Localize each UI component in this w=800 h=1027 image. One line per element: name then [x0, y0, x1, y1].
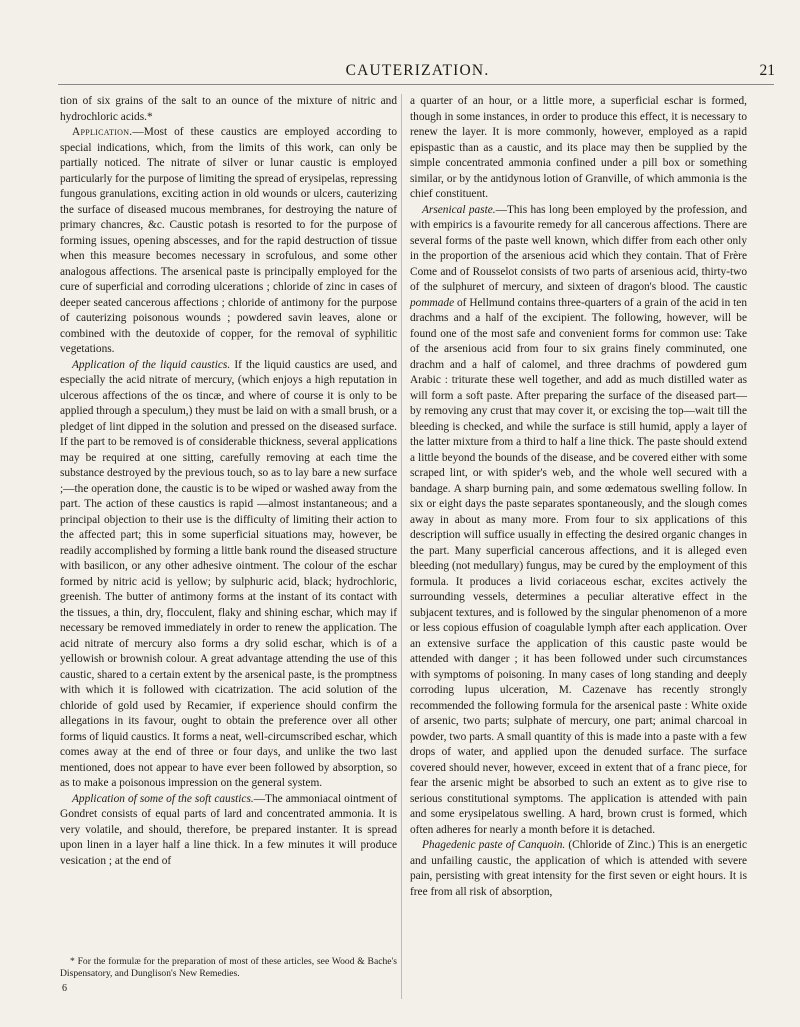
right-column: [410, 94, 747, 999]
paragraph-text: of Hellmund contains three-quarters of a grain of the acid in ten drachms and a half of the excipient. The following, however, will be found one of the most safe and convenient forms for common use: Take of the arsenious acid from four to six grains finely comminuted, one drachm and a half of calomel, and three drachms of powdered gum Arabic : triturate these well together, and add as much distilled water as will form a soft paste. After preparing the surface of the diseased part—by removing any crust that may cover it, or excising the top—wait till the bleeding is checked, and while the surface is still humid, apply a layer of the latter mixture from a third to half a line thick. The paste should extend a little beyond the bounds of the disease, and be covered either with some scraped lint, or with spider's web, and the whole well secured with a bandage. A sharp burning pain, and some œdematous swelling follow. In six or eight days the paste separates spontaneously, and the slough comes away in about as many more. From four to six applications of this description will suffice usually in effecting the desired organic changes in the part. Many superficial cancerous affections, and it is alleged even bleeding (not medullary) fungus, may be cured by the employment of this formula. It produces a livid coriaceous eschar, excites actively the surrounding vessels, determines a peculiar alterative effect in the subjacent textures, and is followed by the singular phenomenon of a more or less copious effusion of coagulable lymph after each application. Over an extensive surface the application of this caustic paste would be attended with danger ; it has been followed under such circumstances with symptoms of poisoning. In many cases of long standing and deeply corroding lupus ulceration, M. Cazenave has recently strongly recommended the following formula for the arsenical paste : White oxide of arsenic, two parts; sulphate of mercury, one part; animal charcoal in powder, two parts. A small quantity of this is made into a paste with a few drops of water, and applied upon the denuded surface. The surface covered should never, however, exceed in extent that of a franc piece, for fear the arsenic might be absorbed to such an extent as to give rise to serious constitutional symptoms. The application is attended with pain and some erysipelatous swelling. A hard, brown crust is formed, which often adheres for nearly a month before it is detached.: [410, 296, 747, 836]
page-title: CAUTERIZATION.: [345, 62, 490, 79]
running-header: [60, 62, 775, 84]
footnote-text: * For the formulæ for the preparation of most of these articles, see Wood & Bache's Dispensatory, and Dunglison's New Remedies.: [60, 956, 397, 979]
signature-mark: 6: [62, 983, 67, 994]
paragraph-text: (Chloride of Zinc.) This is an energetic and unfailing caustic, the application of which is attended with severe pain, persisting with great intensity for the first seven or eight hours. It is free from all risk of absorption,: [410, 839, 747, 898]
column-divider: [401, 94, 402, 999]
section-heading: Arsenical paste.: [422, 203, 496, 216]
section-heading: Application of the liquid caustics.: [72, 358, 231, 371]
footnote: [60, 956, 397, 980]
paragraph: [60, 125, 397, 358]
paragraph-text: If the liquid caustics are used, and especially the acid nitrate of mercury, (which enjoys a high reputation in ulcerous affections of the os tincæ, and where of course it is only to be applied through a speculum,) they must be laid on with a small brush, or a pledget of lint dipped in the solution and pressed on the diseased surface. If the part to be removed is of considerable thickness, several applications may be required at one sitting, carefully removing at each time the substance destroyed by the previous touch, so as to lay bare a new surface ;—the operation done, the caustic is to be wiped or washed away from the part. The action of these caustics is rapid —almost instantaneous; and a principal objection to their use is the difficulty of limiting their action to the affected part; this in some superficial situations may, however, be readily accomplished by forming a little bank round the diseased structure with basilicon, or any other adhesive ointment. The colour of the eschar formed by nitric acid is yellow; by sulphuric acid, black; hydrochloric, greenish. The butter of antimony forms at the instant of its contact with the tissues, a thin, dry, flocculent, flaky and shining eschar, which may if necessary be removed immediately in order to renew the application. The acid nitrate of mercury also forms a dry solid eschar, which is of a yellowish or brownish colour. A great advantage attending the use of this caustic, shared to a certain extent by the arsenical paste, is the promptness with which it is followed with cicatrization. The acid solution of the chloride of gold used by Recamier, if experience should confirm the allegations in its favour, ought to obtain the preference over all other forms of liquid caustics. It forms a neat, well-circumscribed eschar, which comes away at the end of three or four days, and unlike the two last mentioned, does not appear to have ever been followed by absorption, so as to make a poisonous impression on the general system.: [60, 358, 398, 789]
paragraph-text: —The ammoniacal ointment of Gondret consists of equal parts of lard and concentrated ammonia. It is very volatile, and should, therefore, be prepared instanter. It is spread upon linen in a layer half a line thick. In a few minutes it will produce vesication ; at the end of: [60, 792, 397, 867]
paragraph-text: tion of six grains of the salt to an ounce of the mixture of nitric and hydrochloric acids.*: [60, 95, 397, 123]
paragraph-text: a quarter of an hour, or a little more, a superficial eschar is formed, though in some instances, in order to produce this effect, it is necessary to renew the layer. It is more commonly, however, employed as a rapid epispastic than as a caustic, and its place may then be supplied by the simple concentrated ammonia confined under a pill box or something similar, or by the antidynous lotion of Granville, of which ammonia is the chief constituent.: [410, 95, 747, 200]
emphasis-term: pommade: [410, 296, 455, 309]
left-column: [60, 94, 397, 994]
section-heading: Phagedenic paste of Canquoin.: [422, 839, 566, 851]
paragraph: [410, 203, 747, 839]
page-number: 21: [759, 62, 775, 79]
paragraph-text: —Most of these caustics are employed according to special indications, which, from the limits of this work, can only be partially noticed. The nitrate of silver or lunar caustic is employed particularly for the purpose of limiting the spread of erysipelas, repressing fungous granulations, exciting action in old wounds or ulcers, cauterizing the surface of diseased mucous membranes, for destroying the nature of primary chancres, &c. Caustic potash is resorted to for the purpose of forming issues, opening abscesses, and for the rapid destruction of tissue when this measure becomes necessary in scrofulous, and some other analogous affections. The arsenical paste is principally employed for the cure of superficial and corroding ulcerations ; chloride of zinc in cases of deeper seated cancerous affections ; chloride of antimony for the purpose of cauterizing poisonous wounds ; powdered savin leaves, alone or combined with the deutoxide of copper, for the removal of syphilitic vegetations.: [60, 126, 397, 355]
paragraph: [60, 792, 397, 870]
section-heading: Application of some of the soft caustics.: [72, 792, 254, 805]
paragraph: [410, 94, 747, 203]
header-rule: [58, 84, 774, 85]
section-heading: Application.: [72, 126, 133, 138]
paragraph-text: —This has long been employed by the profession, and with empirics is a favourite remedy for all cancerous affections. There are several forms of the paste well known, which differ from each other only in the proportion of the arsenious acid which they contain. That of Frère Come and of Rousselot consists of two parts of arsenious acid, thirty-two of the sulphuret of mercury, and sixteen of dragon's blood. The caustic: [410, 203, 748, 293]
paragraph: [60, 94, 397, 125]
paragraph: [410, 838, 747, 900]
paragraph: [60, 358, 397, 792]
